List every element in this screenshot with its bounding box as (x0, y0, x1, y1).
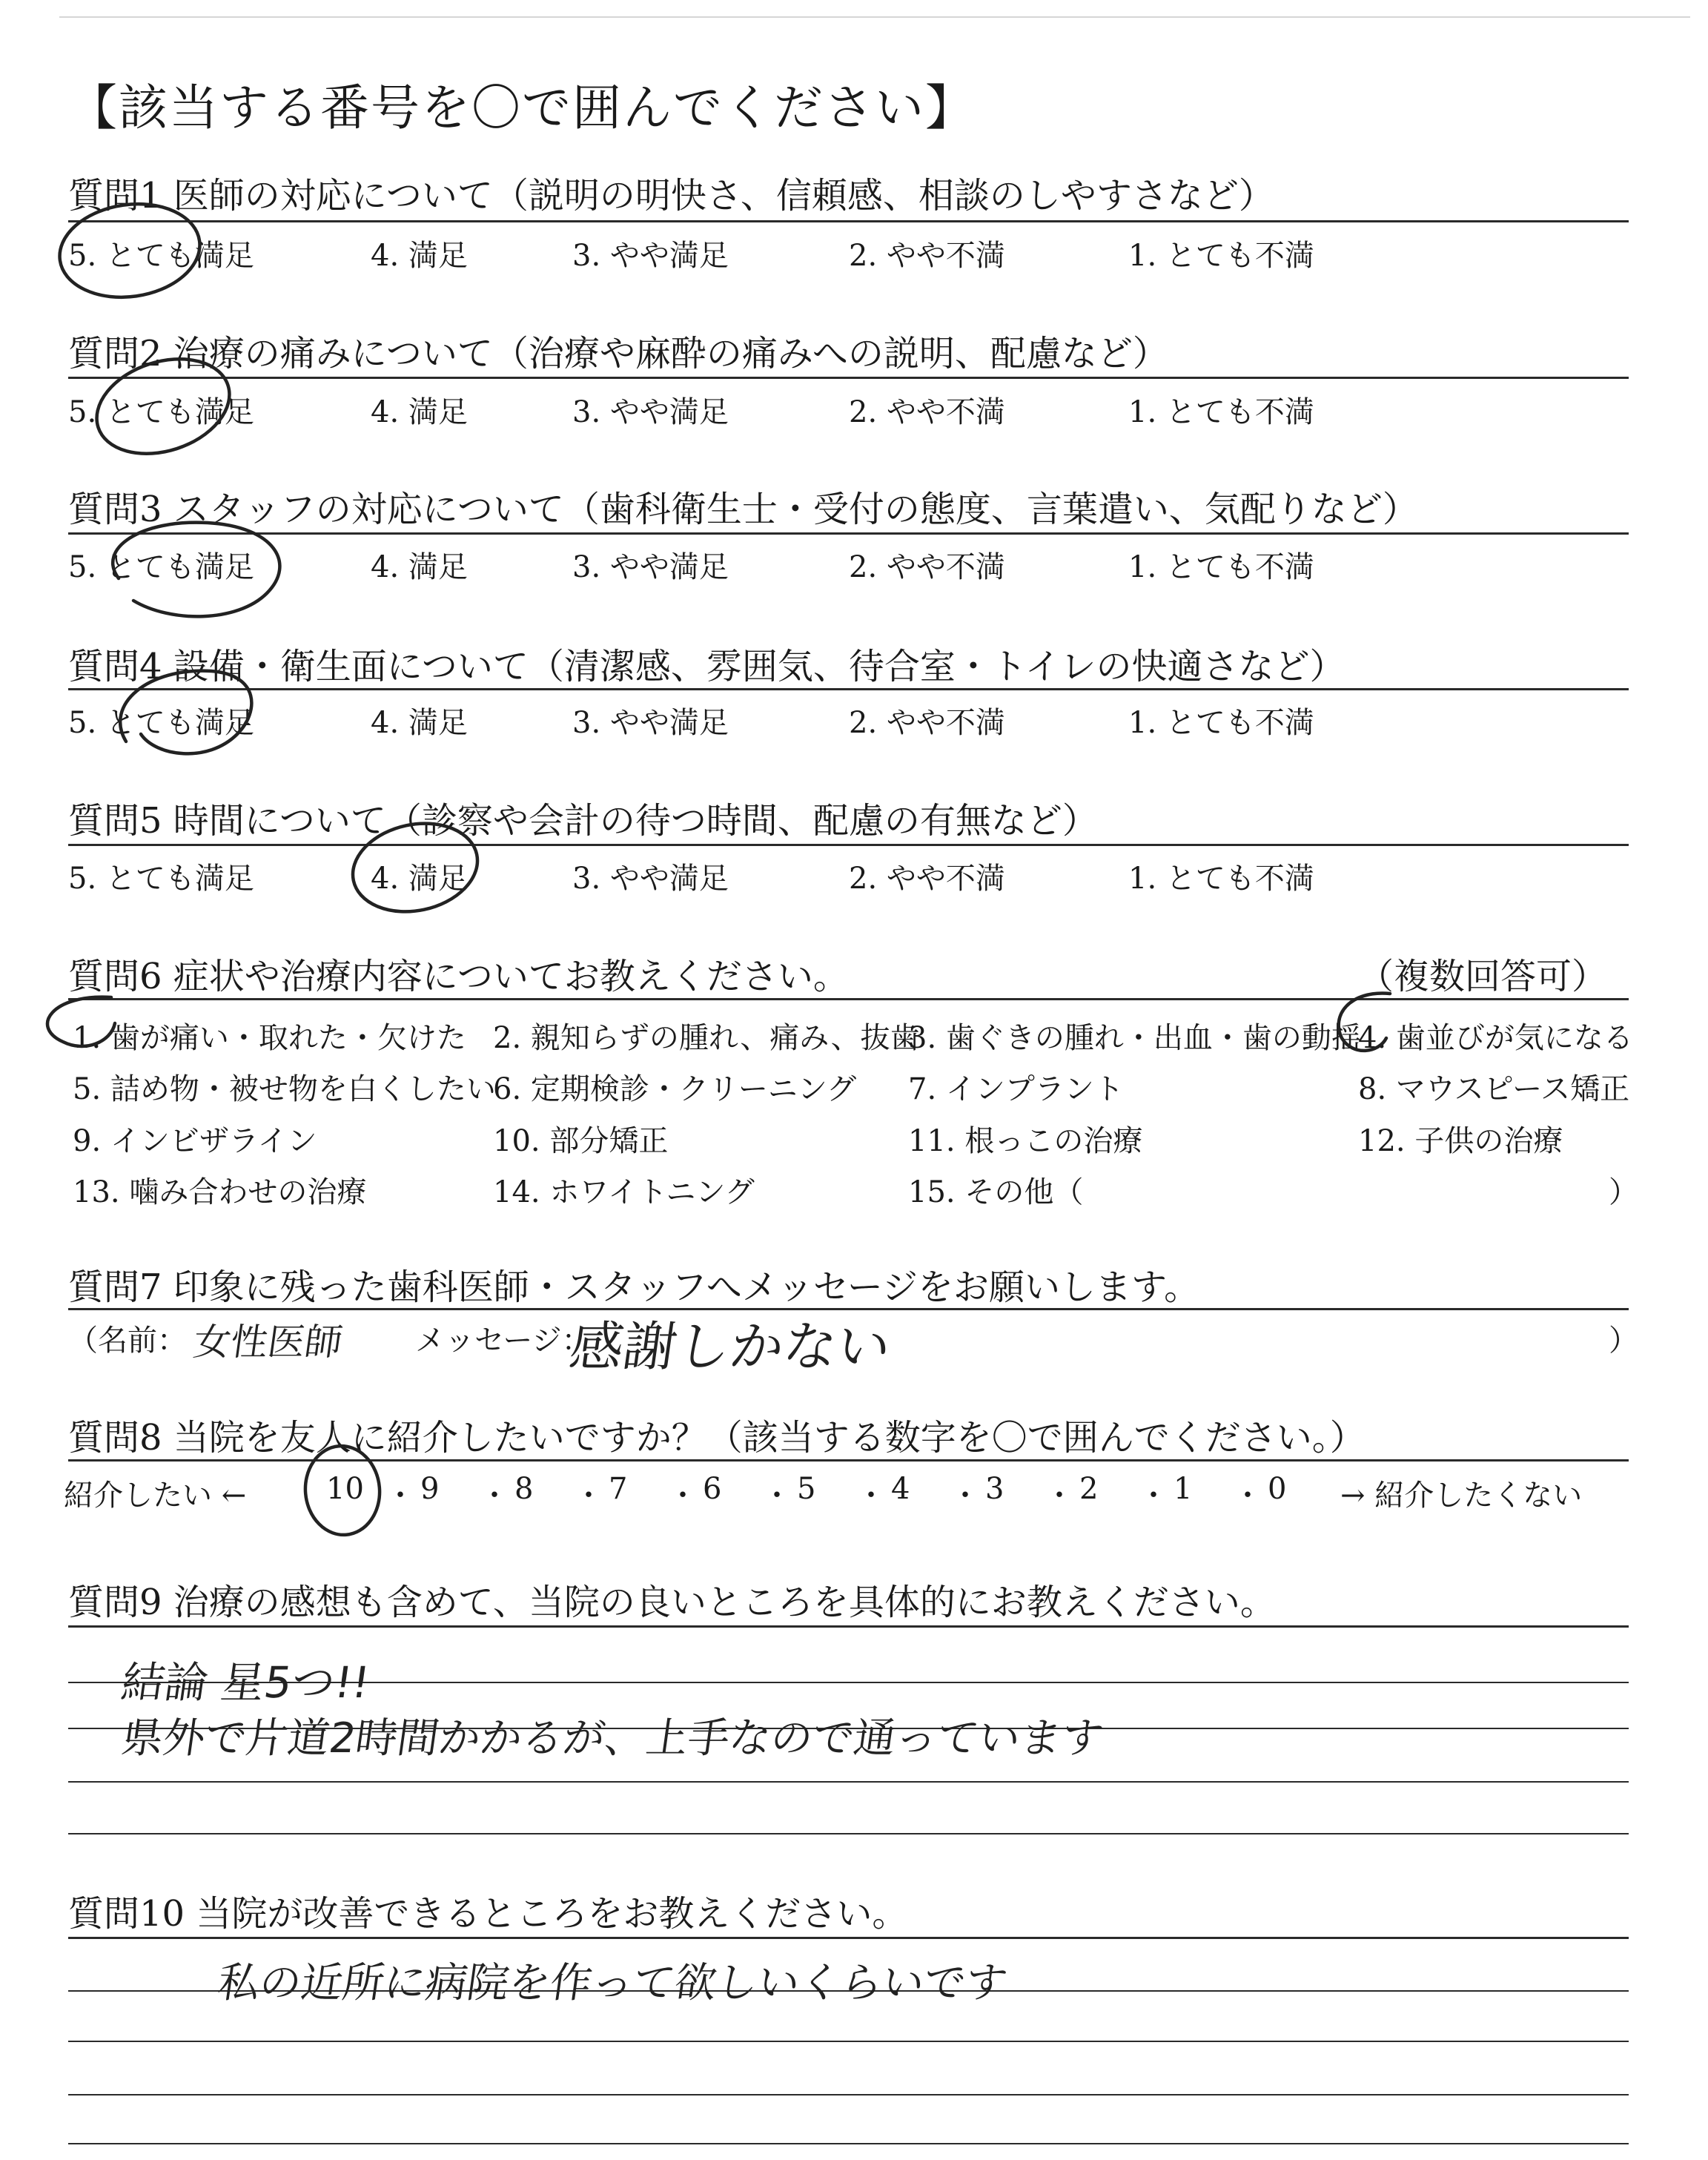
q8-scale-separator: ・ (1045, 1479, 1074, 1513)
q7-name-value[interactable]: 女性医師 (191, 1321, 345, 1364)
q5-option-2[interactable]: 2. やや不満 (849, 862, 1005, 896)
q5-option-5[interactable]: 5. とても満足 (68, 862, 254, 896)
q5-option-1[interactable]: 1. とても不満 (1128, 862, 1314, 896)
q7-message-value[interactable]: 感謝しかない (566, 1315, 896, 1378)
q10-answer-line-1[interactable]: 私の近所に病院を作って欲しいくらいです (214, 1959, 1010, 2007)
question-2-title: 質問2 治療の痛みについて（治療や麻酔の痛みへの説明、配慮など） (68, 333, 1168, 374)
q1-option-5[interactable]: 5. とても満足 (68, 239, 254, 273)
q3-option-3[interactable]: 3. やや満足 (572, 550, 729, 584)
question-8-title: 質問8 当院を友人に紹介したいですか？（該当する数字を〇で囲んでください。） (68, 1417, 1366, 1459)
q9-line-4 (68, 1781, 1629, 1783)
q3-option-5[interactable]: 5. とても満足 (68, 550, 254, 584)
q2-option-1[interactable]: 1. とても不満 (1128, 395, 1314, 429)
q9-answer-line-1[interactable]: 結論 星5つ!! (118, 1657, 373, 1708)
question-3-rule (68, 532, 1629, 535)
q6-item-4[interactable]: 4. 歯並びが気になる (1358, 1021, 1633, 1055)
q2-option-2[interactable]: 2. やや不満 (849, 395, 1005, 429)
q3-option-4[interactable]: 4. 満足 (371, 550, 468, 584)
q8-scale-separator: ・ (1233, 1479, 1262, 1513)
q4-option-3[interactable]: 3. やや満足 (572, 706, 729, 740)
q8-scale-separator: ・ (385, 1479, 415, 1513)
q10-line-4 (68, 2094, 1629, 2095)
q1-option-1[interactable]: 1. とても不満 (1128, 239, 1314, 273)
q8-scale-0[interactable]: 0 (1268, 1472, 1287, 1506)
top-border (59, 16, 1690, 18)
q1-option-2[interactable]: 2. やや不満 (849, 239, 1005, 273)
q8-scale-1[interactable]: 1 (1174, 1472, 1193, 1506)
q9-line-1 (68, 1625, 1629, 1628)
q6-item-12[interactable]: 12. 子供の治療 (1358, 1124, 1563, 1158)
question-6-title: 質問6 症状や治療内容についてお教えください。 (68, 956, 849, 997)
q2-option-4[interactable]: 4. 満足 (371, 395, 468, 429)
q6-item-6[interactable]: 6. 定期検診・クリーニング (493, 1072, 857, 1106)
q1-option-4[interactable]: 4. 満足 (371, 239, 468, 273)
q6-item-3[interactable]: 3. 歯ぐきの腫れ・出血・歯の動揺 (908, 1021, 1361, 1055)
q3-option-2[interactable]: 2. やや不満 (849, 550, 1005, 584)
q6-item-15[interactable]: 15. その他（ (908, 1175, 1084, 1209)
q8-scale-separator: ・ (762, 1479, 792, 1513)
q8-scale-separator: ・ (1139, 1479, 1168, 1513)
q6-item-9[interactable]: 9. インビザライン (73, 1124, 317, 1158)
q6-item-5[interactable]: 5. 詰め物・被せ物を白くしたい (73, 1072, 496, 1106)
q8-scale-3[interactable]: 3 (985, 1472, 1004, 1506)
q6-item-2[interactable]: 2. 親知らずの腫れ、痛み、抜歯 (493, 1021, 920, 1055)
page-title: 【該当する番号を〇で囲んでください】 (68, 79, 976, 136)
q2-option-3[interactable]: 3. やや満足 (572, 395, 729, 429)
question-4-title: 質問4 設備・衛生面について（清潔感、雰囲気、待合室・トイレの快適さなど） (68, 646, 1345, 687)
q8-scale-separator: ・ (668, 1479, 698, 1513)
q8-scale-separator: ・ (856, 1479, 886, 1513)
question-5-rule (68, 844, 1629, 846)
q8-scale-6[interactable]: 6 (703, 1472, 722, 1506)
q6-item-10[interactable]: 10. 部分矯正 (493, 1124, 669, 1158)
q10-line-5 (68, 2143, 1629, 2144)
question-1-title: 質問1 医師の対応について（説明の明快さ、信頼感、相談のしやすさなど） (68, 175, 1274, 217)
question-4-rule (68, 688, 1629, 690)
q8-scale-4[interactable]: 4 (891, 1472, 910, 1506)
question-3-title: 質問3 スタッフの対応について（歯科衛生士・受付の態度、言葉遣い、気配りなど） (68, 489, 1418, 530)
question-10-title: 質問10 当院が改善できるところをお教えください。 (68, 1893, 908, 1935)
q9-line-5 (68, 1833, 1629, 1834)
question-7-title: 質問7 印象に残った歯科医師・スタッフへメッセージをお願いします。 (68, 1266, 1200, 1308)
q4-option-1[interactable]: 1. とても不満 (1128, 706, 1314, 740)
q6-item-7[interactable]: 7. インプラント (908, 1072, 1124, 1106)
question-2-rule (68, 377, 1629, 379)
q5-option-4[interactable]: 4. 満足 (371, 862, 468, 896)
question-1-rule (68, 220, 1629, 222)
question-6-rule (68, 998, 1629, 1000)
q8-scale-separator: ・ (480, 1479, 509, 1513)
q8-scale-10[interactable]: 10 (326, 1472, 364, 1506)
q7-message-label: メッセージ： (415, 1324, 592, 1358)
q10-line-3 (68, 2041, 1629, 2042)
q6-item-11[interactable]: 11. 根っこの治療 (908, 1124, 1143, 1158)
q6-item-15-close: ） (1609, 1175, 1638, 1209)
q8-scale-separator: ・ (950, 1479, 980, 1513)
q5-option-3[interactable]: 3. やや満足 (572, 862, 729, 896)
q4-option-5[interactable]: 5. とても満足 (68, 706, 254, 740)
q8-right-label: → 紹介したくない (1340, 1479, 1583, 1513)
q4-option-2[interactable]: 2. やや不満 (849, 706, 1005, 740)
question-9-title: 質問9 治療の感想も含めて、当院の良いところを具体的にお教えください。 (68, 1582, 1276, 1623)
question-8-rule (68, 1459, 1629, 1462)
q8-left-label: 紹介したい ← (64, 1479, 247, 1513)
q4-option-4[interactable]: 4. 満足 (371, 706, 468, 740)
q3-option-1[interactable]: 1. とても不満 (1128, 550, 1314, 584)
q6-item-14[interactable]: 14. ホワイトニング (493, 1175, 755, 1209)
q6-item-13[interactable]: 13. 噛み合わせの治療 (73, 1175, 367, 1209)
q6-item-1[interactable]: 1. 歯が痛い・取れた・欠けた (73, 1021, 466, 1055)
q8-scale-9[interactable]: 9 (420, 1472, 440, 1506)
q8-scale-7[interactable]: 7 (609, 1472, 628, 1506)
question-6-note: （複数回答可） (1358, 956, 1608, 997)
q2-option-5[interactable]: 5. とても満足 (68, 395, 254, 429)
q10-line-1 (68, 1937, 1629, 1939)
q1-option-3[interactable]: 3. やや満足 (572, 239, 729, 273)
q6-item-8[interactable]: 8. マウスピース矯正 (1358, 1072, 1630, 1106)
q9-answer-line-2[interactable]: 県外で片道2時間かかるが、上手なので通っています (118, 1714, 1107, 1763)
question-5-title: 質問5 時間について（診察や会計の待つ時間、配慮の有無など） (68, 800, 1098, 842)
q8-scale-5[interactable]: 5 (797, 1472, 816, 1506)
q8-scale-8[interactable]: 8 (514, 1472, 534, 1506)
q8-scale-separator: ・ (574, 1479, 603, 1513)
q7-close-paren: ） (1609, 1324, 1638, 1358)
q8-scale-2[interactable]: 2 (1079, 1472, 1099, 1506)
q7-name-label: （名前： (68, 1324, 187, 1358)
